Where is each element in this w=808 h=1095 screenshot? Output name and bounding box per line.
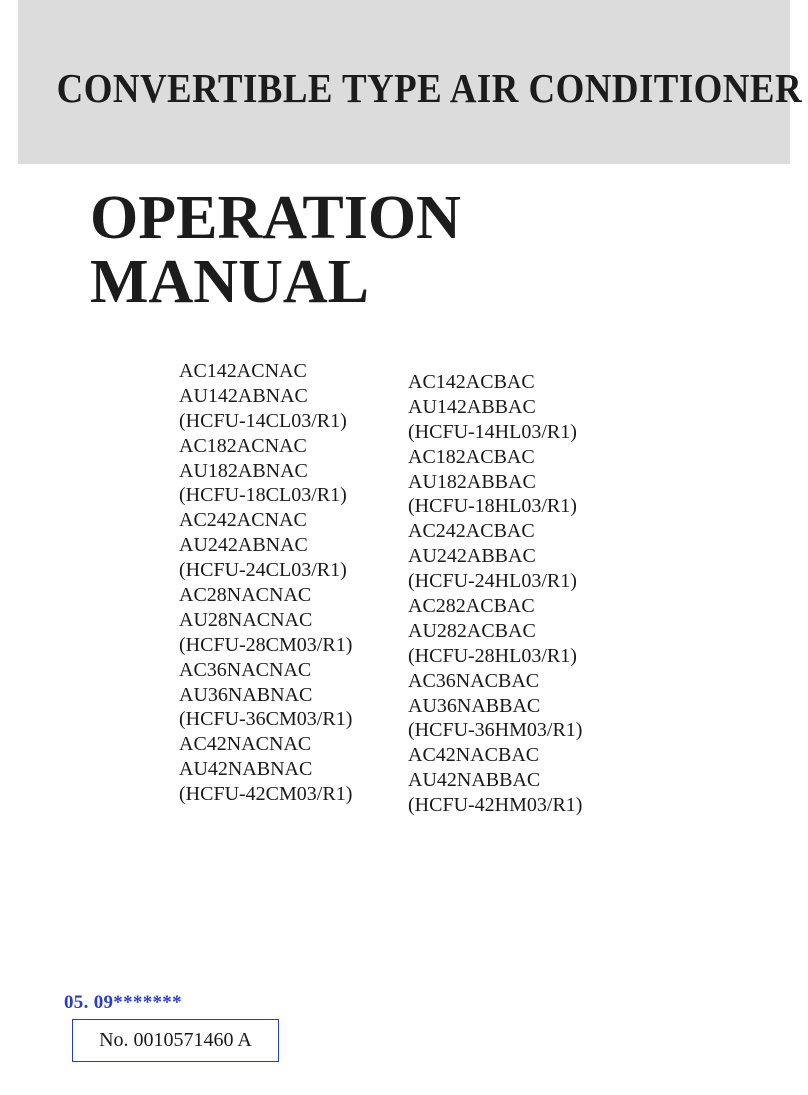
model-item: (HCFU-14HL03/R1) [408, 420, 577, 443]
model-item: AU42NABBAC [408, 769, 541, 792]
model-item: AU242ABBAC [408, 545, 536, 568]
model-item: (HCFU-36CM03/R1) [179, 708, 353, 731]
model-item: AU182ABBAC [408, 470, 536, 493]
model-item: AC282ACBAC [408, 595, 535, 618]
model-item: (HCFU-28CM03/R1) [179, 633, 353, 656]
model-item: AU142ABNAC [179, 384, 308, 407]
model-item: (HCFU-24HL03/R1) [408, 570, 577, 593]
model-item: AU28NACNAC [179, 608, 313, 631]
model-list-right [408, 370, 582, 818]
model-item: AC182ACBAC [408, 445, 535, 468]
model-item: (HCFU-42CM03/R1) [179, 783, 353, 806]
model-item: (HCFU-28HL03/R1) [408, 644, 577, 667]
header-band [18, 0, 803, 164]
model-item: AC36NACNAC [179, 658, 312, 681]
model-item: (HCFU-18CL03/R1) [179, 484, 347, 507]
document-number: No. 0010571460 A [99, 1029, 252, 1051]
model-item: AC142ACBAC [408, 371, 535, 393]
model-item: AC42NACNAC [179, 733, 312, 756]
header-title: CONVERTIBLE TYPE AIR CONDITIONER [56, 65, 803, 111]
model-item: (HCFU-36HM03/R1) [408, 719, 583, 742]
document-title [90, 186, 461, 314]
model-item: AC242ACNAC [179, 509, 307, 532]
model-item: (HCFU-14CL03/R1) [179, 409, 347, 432]
model-item: AU242ABNAC [179, 534, 308, 557]
model-item: AC142ACNAC [179, 360, 307, 382]
model-item: AU282ACBAC [408, 619, 536, 642]
model-item: AU182ABNAC [179, 459, 308, 482]
model-item: (HCFU-18HL03/R1) [408, 495, 577, 518]
model-item: AU36NABNAC [179, 683, 313, 706]
model-list-left [179, 359, 352, 807]
document-number-box [72, 1019, 279, 1062]
model-item: AU142ABBAC [408, 395, 536, 418]
model-item: AU42NABNAC [179, 758, 313, 781]
date-code: 05. 09******* [64, 992, 182, 1013]
model-item: AC36NACBAC [408, 669, 540, 692]
document-title-line-1: OPERATION [90, 184, 461, 252]
document-title-line-2: MANUAL [90, 248, 369, 316]
model-item: AC28NACNAC [179, 584, 312, 607]
model-item: (HCFU-24CL03/R1) [179, 559, 347, 582]
model-item: AC182ACNAC [179, 434, 307, 457]
model-item: (HCFU-42HM03/R1) [408, 794, 583, 817]
model-item: AC42NACBAC [408, 744, 540, 767]
model-item: AC242ACBAC [408, 520, 535, 543]
model-item: AU36NABBAC [408, 694, 541, 717]
